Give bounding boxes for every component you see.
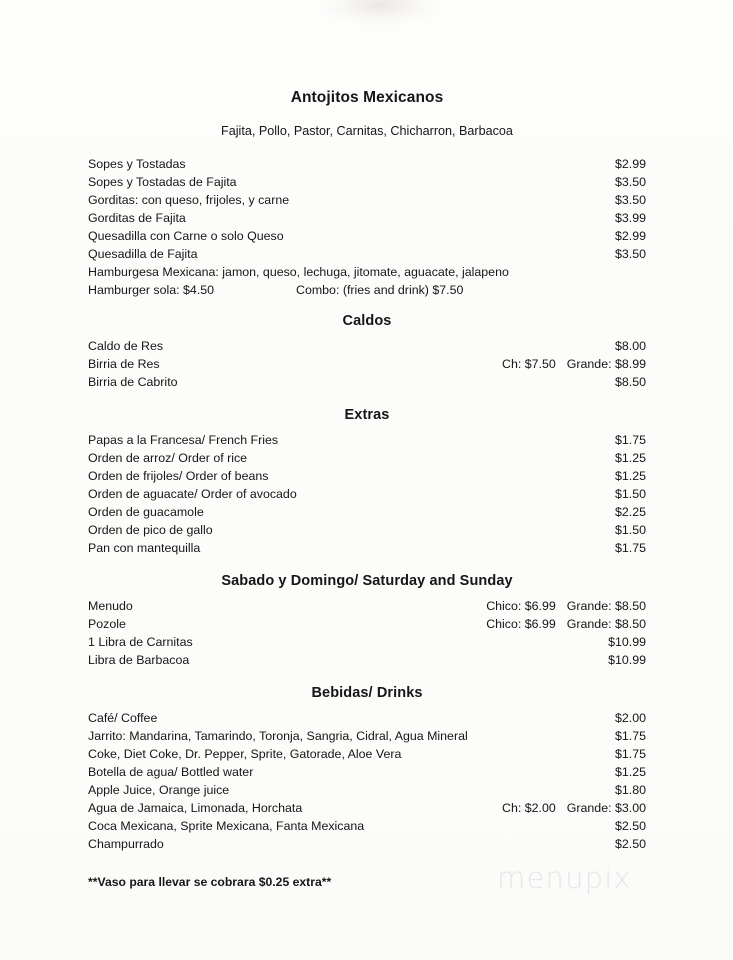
- item-price: $1.50: [614, 487, 646, 501]
- menu-item-row: [88, 191, 646, 209]
- item-name: Café/ Coffee: [88, 711, 158, 725]
- weekend-section: [88, 597, 646, 669]
- menu-item-row: [88, 227, 646, 245]
- item-price: $1.75: [614, 541, 646, 555]
- menu-item-row: [88, 449, 646, 467]
- item-name: Birria de Cabrito: [88, 375, 178, 389]
- footnote: **Vaso para llevar se cobrara $0.25 extra**: [88, 875, 332, 889]
- hamburger-solo-price: Hamburger sola: $4.50: [88, 283, 215, 297]
- item-name: Sopes y Tostadas de Fajita: [88, 175, 237, 189]
- menu-item-row: [88, 597, 646, 615]
- menu-item-row: [88, 651, 646, 669]
- item-name: Birria de Res: [88, 357, 160, 371]
- item-price-group: [502, 799, 646, 817]
- menu-item-row: [88, 355, 646, 373]
- item-name: Sopes y Tostadas: [88, 157, 186, 171]
- item-price: $2.99: [614, 229, 646, 243]
- section-heading-caldos: Caldos: [342, 313, 392, 329]
- item-name: Menudo: [88, 599, 133, 613]
- item-price: $2.25: [614, 505, 646, 519]
- menu-item-row: [88, 727, 646, 745]
- hamburger-pricing-row: [88, 281, 646, 299]
- item-name: Champurrado: [88, 837, 164, 851]
- antojitos-section: [88, 155, 646, 299]
- menu-item-row: [88, 709, 646, 727]
- item-name: Pan con mantequilla: [88, 541, 201, 555]
- item-name: Gorditas de Fajita: [88, 211, 186, 225]
- menu-item-row: [88, 539, 646, 557]
- menu-item-row: [88, 503, 646, 521]
- item-price: $10.99: [608, 635, 646, 649]
- section-heading-drinks: Bebidas/ Drinks: [311, 685, 423, 701]
- item-name: Caldo de Res: [88, 339, 164, 353]
- menu-item-row: [88, 245, 646, 263]
- item-price: $1.75: [614, 747, 646, 761]
- hamburguesa-description-row: [88, 263, 646, 281]
- menu-item-row: [88, 615, 646, 633]
- caldos-section: [88, 337, 646, 391]
- menu-item-row: [88, 521, 646, 539]
- menu-item-row: [88, 173, 646, 191]
- menu-item-row: [88, 467, 646, 485]
- item-price: $1.75: [614, 729, 646, 743]
- item-price: $2.50: [614, 819, 646, 833]
- item-price-group: [486, 615, 646, 633]
- menu-item-row: [88, 485, 646, 503]
- item-price: $10.99: [608, 653, 646, 667]
- item-name: Orden de frijoles/ Order of beans: [88, 469, 269, 483]
- item-price-large: Grande: $8.99: [566, 357, 646, 371]
- item-name: Coca Mexicana, Sprite Mexicana, Fanta Mexicana: [88, 819, 365, 833]
- item-name: Orden de arroz/ Order of rice: [88, 451, 248, 465]
- item-price-large: Grande: $3.00: [566, 801, 646, 815]
- item-name: Coke, Diet Coke, Dr. Pepper, Sprite, Gatorade, Aloe Vera: [88, 747, 402, 761]
- item-price: $3.50: [614, 247, 646, 261]
- item-price: $1.80: [614, 783, 646, 797]
- item-name: Apple Juice, Orange juice: [88, 783, 230, 797]
- item-price: $2.50: [614, 837, 646, 851]
- menu-item-row: [88, 799, 646, 817]
- item-price-small: Ch: $7.50: [502, 357, 556, 371]
- hamburguesa-description: Hamburgesa Mexicana: jamon, queso, lechuga, jitomate, aguacate, jalapeno: [88, 265, 509, 279]
- item-price: $3.50: [614, 193, 646, 207]
- item-name: Orden de aguacate/ Order of avocado: [88, 487, 297, 501]
- item-name: Pozole: [88, 617, 126, 631]
- item-name: Quesadilla de Fajita: [88, 247, 198, 261]
- item-name: Orden de pico de gallo: [88, 523, 213, 537]
- menu-item-row: [88, 745, 646, 763]
- hamburger-combo-price: Combo: (fries and drink) $7.50: [296, 283, 464, 297]
- item-price: $1.75: [614, 433, 646, 447]
- item-name: Quesadilla con Carne o solo Queso: [88, 229, 284, 243]
- extras-section: [88, 431, 646, 557]
- menu-item-row: [88, 781, 646, 799]
- item-price-small: Chico: $6.99: [486, 617, 556, 631]
- item-price-small: Ch: $2.00: [502, 801, 556, 815]
- item-name: Jarrito: Mandarina, Tamarindo, Toronja, Sangria, Cidral, Agua Mineral: [88, 729, 468, 743]
- section-heading-extras: Extras: [344, 407, 390, 423]
- item-name: Orden de guacamole: [88, 505, 204, 519]
- menu-item-row: [88, 431, 646, 449]
- item-price-small: Chico: $6.99: [486, 599, 556, 613]
- item-price: $8.50: [614, 375, 646, 389]
- item-price: $2.99: [614, 157, 646, 171]
- menu-item-row: [88, 633, 646, 651]
- section-heading-weekend: Sabado y Domingo/ Saturday and Sunday: [221, 573, 513, 589]
- item-name: Botella de agua/ Bottled water: [88, 765, 254, 779]
- item-price-group: [502, 355, 646, 373]
- page-title: Antojitos Mexicanos: [290, 89, 444, 106]
- item-price: $3.99: [614, 211, 646, 225]
- item-name: Papas a la Francesa/ French Fries: [88, 433, 279, 447]
- menu-item-row: [88, 817, 646, 835]
- item-name: Gorditas: con queso, frijoles, y carne: [88, 193, 290, 207]
- item-name: Libra de Barbacoa: [88, 653, 190, 667]
- item-price: $1.50: [614, 523, 646, 537]
- menu-item-row: [88, 155, 646, 173]
- item-price: $2.00: [614, 711, 646, 725]
- menu-item-row: [88, 763, 646, 781]
- item-name: Agua de Jamaica, Limonada, Horchata: [88, 801, 303, 815]
- menu-item-row: [88, 209, 646, 227]
- menu-item-row: [88, 337, 646, 355]
- item-price: $1.25: [614, 469, 646, 483]
- item-price-large: Grande: $8.50: [566, 599, 646, 613]
- drinks-section: [88, 709, 646, 853]
- item-name: 1 Libra de Carnitas: [88, 635, 193, 649]
- item-price: $3.50: [614, 175, 646, 189]
- page-subtitle: Fajita, Pollo, Pastor, Carnitas, Chicharron, Barbacoa: [221, 124, 513, 138]
- item-price-large: Grande: $8.50: [566, 617, 646, 631]
- item-price-group: [486, 597, 646, 615]
- item-price: $1.25: [614, 765, 646, 779]
- menu-sheet: [88, 0, 646, 891]
- menu-item-row: [88, 373, 646, 391]
- menu-item-row: [88, 835, 646, 853]
- item-price: $1.25: [614, 451, 646, 465]
- item-price: $8.00: [614, 339, 646, 353]
- menupix-watermark: menupix: [497, 861, 632, 895]
